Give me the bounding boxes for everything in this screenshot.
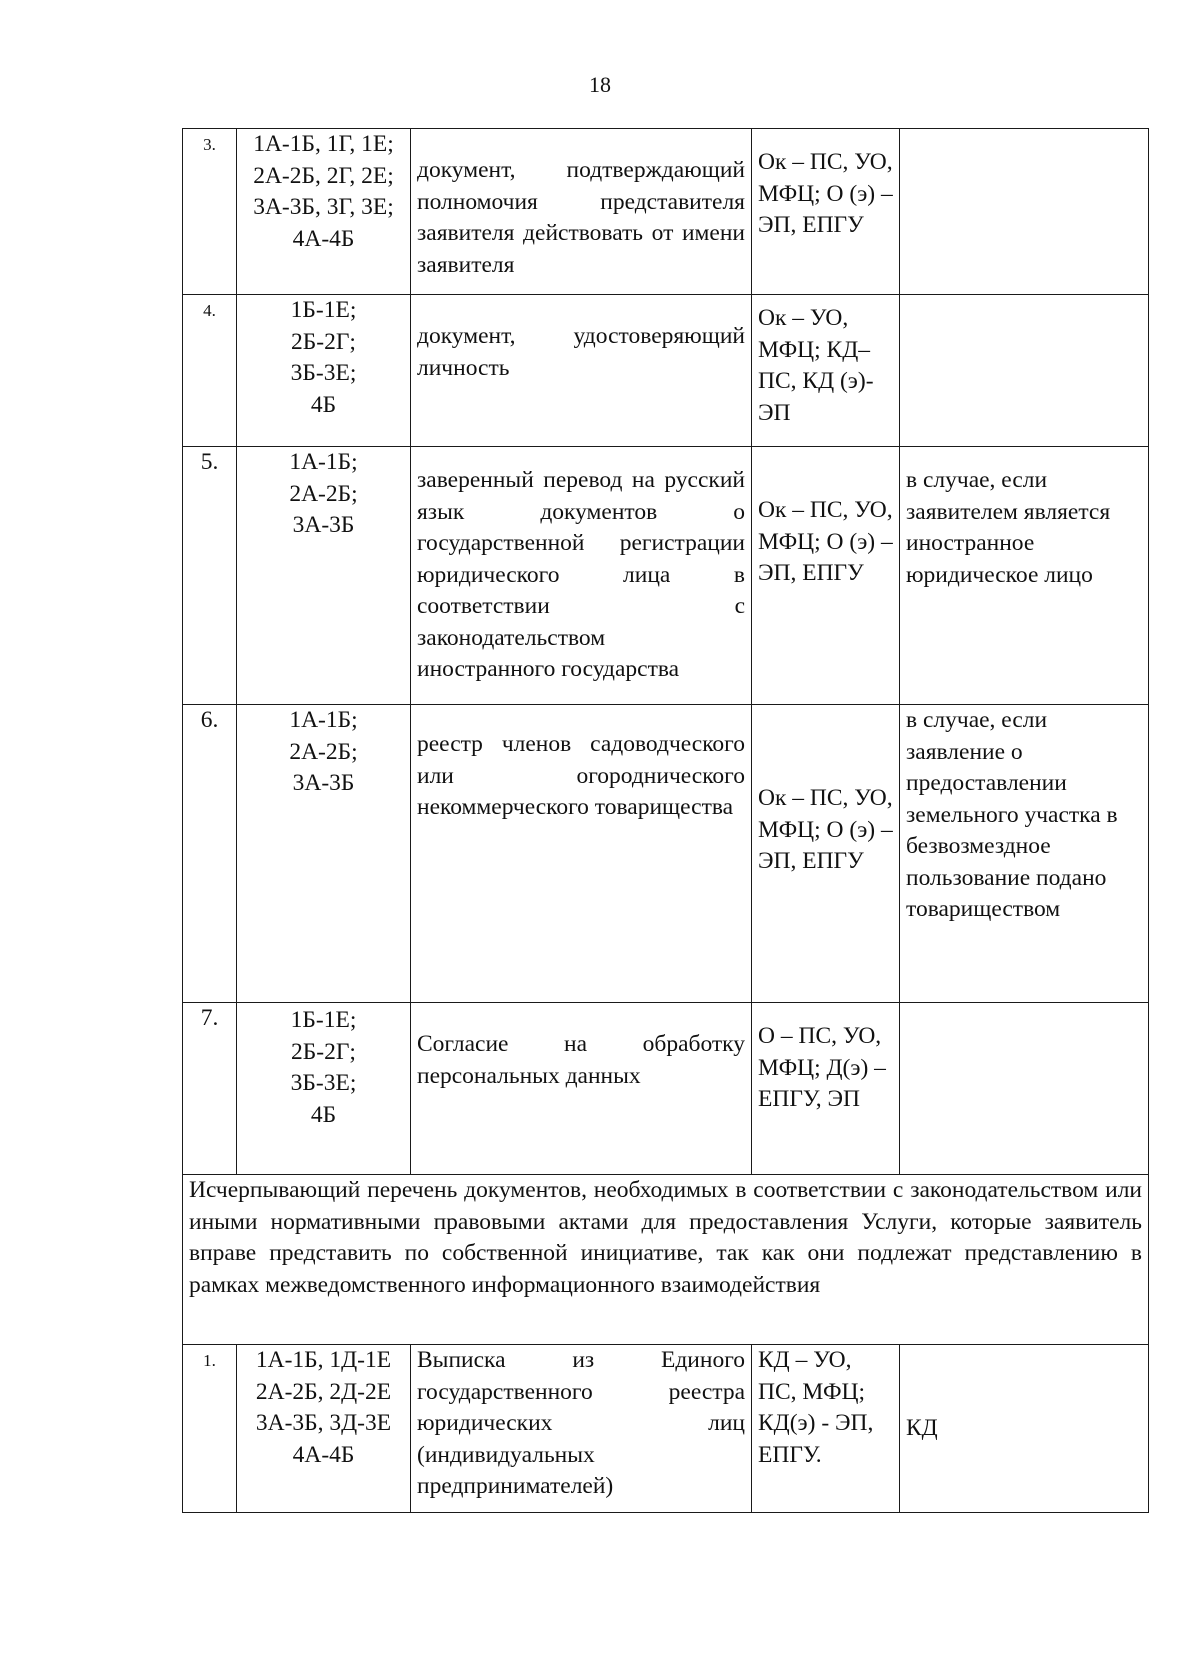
applicant-codes [237,447,411,705]
submission-condition [900,295,1149,447]
submission-condition [900,129,1149,295]
submission-form: Ок – ПС, УО, МФЦ; О (э) –ЭП, ЕПГУ [752,129,900,295]
document-description: документ, подтверждающий полномочия представителя заявителя действовать от имени заявителя [411,129,752,295]
code-line: 1Б-1Е; [290,1007,357,1033]
code-line: 1А-1Б, 1Г, 1Е; [253,131,394,157]
row-number: 4. [183,295,237,447]
document-description: заверенный перевод на русский язык документов о государственной регистрации юридического лица в соответствии с законодательством иностранного государства [411,447,752,705]
code-line: 4А-4Б [292,225,355,252]
code-line: 3А-3Б [292,770,355,796]
table-row [183,705,1149,1003]
submission-form: Ок – ПС, УО, МФЦ; О (э) –ЭП, ЕПГУ [752,705,900,1003]
applicant-codes [237,1003,411,1175]
code-line: 4Б [310,1101,337,1128]
code-line: 1Б-1Е; [290,297,357,323]
submission-form: О – ПС, УО, МФЦ; Д(э) – ЕПГУ, ЭП [752,1003,900,1175]
documents-table [182,128,1149,1513]
section-row [183,1175,1149,1345]
applicant-codes [237,1345,411,1513]
section-heading: Исчерпывающий перечень документов, необходимых в соответствии с законодательством или иными нормативными правовыми актами для предоставления Услуги, которые заявитель вправе представить по собственной инициативе, так как они подлежат представлению в рамках межведомственного информационного взаимодействия [183,1175,1149,1345]
submission-form: Ок – УО, МФЦ; КД– ПС, КД (э)- ЭП [752,295,900,447]
code-line: 2А-2Б, 2Г, 2Е; [253,162,394,189]
code-line: 3А-3Б, 3Г, 3Е; [253,194,394,220]
code-line: 4А-4Б [292,1441,355,1468]
applicant-codes [237,129,411,295]
table-row [183,1345,1149,1513]
code-line: 2Б-2Г; [291,328,356,355]
code-line: 1А-1Б, 1Д-1Е [255,1347,392,1373]
code-line: 3А-3Б [292,512,355,538]
applicant-codes [237,705,411,1003]
code-line: 1А-1Б; [289,707,358,733]
document-description: Согласие на обработку персональных данных [411,1003,752,1175]
code-line: 2Б-2Г; [291,1038,356,1065]
document-description: документ, удостоверяющий личность [411,295,752,447]
code-line: 1А-1Б; [289,449,358,475]
code-line: 4Б [310,391,337,418]
code-line: 2А-2Б; [289,738,358,765]
code-line: 3Б-3Е; [290,360,357,386]
applicant-codes [237,295,411,447]
table-row [183,295,1149,447]
submission-condition: в случае, если заявление о предоставлении земельного участка в безвозмездное пользование подано товариществом [900,705,1149,1003]
code-line: 2А-2Б; [289,480,358,507]
submission-condition [900,1003,1149,1175]
submission-form: Ок – ПС, УО, МФЦ; О (э) –ЭП, ЕПГУ [752,447,900,705]
code-line: 2А-2Б, 2Д-2Е [255,1378,392,1405]
document-description: Выписка из Единого государственного реестра юридических лиц (индивидуальных предпринимателей) [411,1345,752,1513]
table-row [183,447,1149,705]
submission-condition: в случае, если заявителем является иностранное юридическое лицо [900,447,1149,705]
code-line: 3А-3Б, 3Д-3Е [255,1410,392,1436]
row-number: 6. [183,705,237,1003]
row-number: 1. [183,1345,237,1513]
row-number: 5. [183,447,237,705]
table-row [183,129,1149,295]
submission-condition: КД [900,1345,1149,1513]
code-line: 3Б-3Е; [290,1070,357,1096]
table-row [183,1003,1149,1175]
submission-form: КД – УО, ПС, МФЦ; КД(э) - ЭП, ЕПГУ. [752,1345,900,1513]
page-number: 18 [589,72,611,97]
document-description: реестр членов садоводческого или огороднического некоммерческого товарищества [411,705,752,1003]
row-number: 7. [183,1003,237,1175]
row-number: 3. [183,129,237,295]
